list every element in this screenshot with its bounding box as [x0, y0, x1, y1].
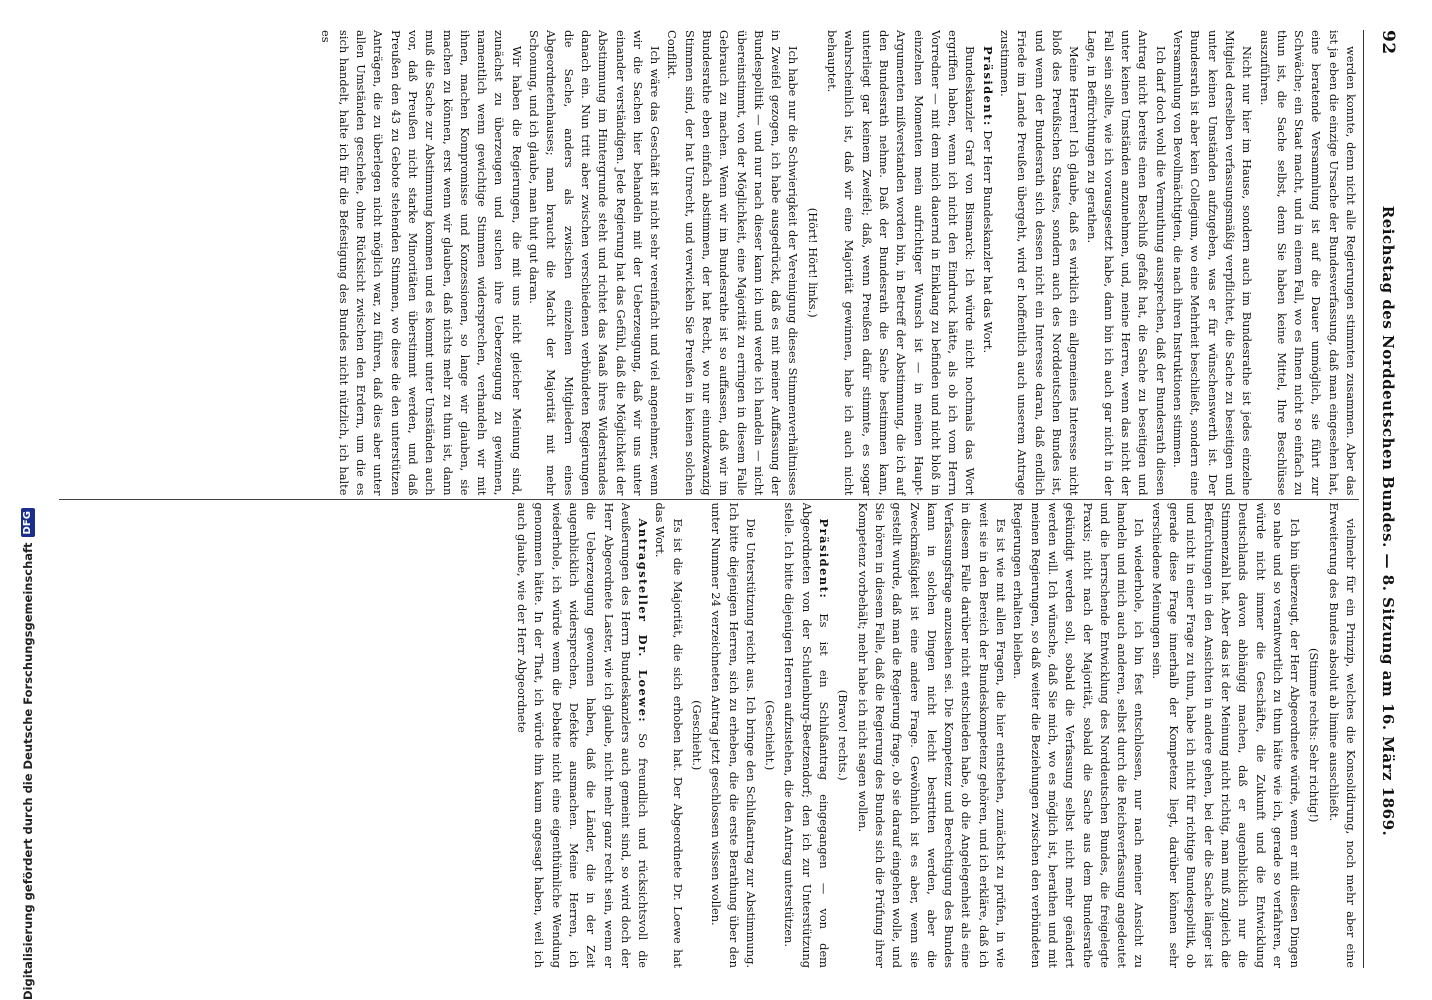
paragraph: Wir haben die Regierungen, die mit uns nicht gleicher Meinung sind, zunächst zu überzeugen und suchen ihre Ueberzeugung zu gewinnen, namentlich wenn gewichtige Stimmen widersprechen, verhandeln wir mit ihnen, machen Kompromisse und Konzessionen, so lange wir glauben, sie machen zu können, erst wenn wir glauben, daß nichts mehr zu thun ist, dann muß die Sache zur Abstimmung kommen und es kommt unter Umständen auch vor, daß Preußen nicht starke Minoritäten überstimmt werden, und daß Preußen den 43 zu Gebote stehenden Stimmen, wo diese die den unterstützen Anträgen, die zu überlegen nicht möglich war, zu führen, daß dies aber unter allen Umständen geschehe, ohne Rücksicht zwischen den Erdern, um die es sich handelt, halte ich für die Befestigung des Bundes nicht nützlich, ich halte es: [319, 30, 524, 496]
right-column: [59, 503, 1359, 969]
column-divider: [59, 499, 1359, 500]
running-head: [1363, 30, 1398, 968]
speaker-name: Präsident:: [817, 518, 832, 600]
paragraph: werden konnte, denn nicht alle Regierungen stimmten zusammen. Aber das ist ja eben die einzige Ursache der Bundesverfassung, daß man eingesehen hat, eine beratende Versammlung ist auf die Dauer unmöglich, sie führt zur Schwäche; ein Staat macht, und in einem Fall, wo es Ihnen nicht so einfach zu thun ist, die Sache selbst, denn Sie haben keine Mittel, Ihre Beschlüsse auszuführen.: [1257, 30, 1358, 496]
dfg-logo: DFG: [21, 508, 35, 537]
stage-direction: (Stimme rechts: Sehr richtig!): [1307, 648, 1322, 823]
paragraph: Ich darf doch wohl die Vermuthung aussprechen, daß der Bundesrath diesen Antrag nicht bereits einen Beschluß gefaßt hat, die Sache zu beseitigen und unter keinen Umständen anzunehmen, und, meine Herren, wenn das nicht der Fall sein sollte, wie ich vorausgesetzt habe, dann bin ich auch gar nicht in der Lage, in Befürchtungen zu gerathen.: [1084, 30, 1168, 496]
paragraph: Meine Herren! Ich glaube, daß es wirklich ein allgemeines Interesse nicht bloß des Preußischen Staates, sondern auch des Norddeutschen Bundes ist, und wenn der Bundesrath sich dessen nicht ein Interesse daran, daß endlich Friede im Lande Preußen übergeht, wird er hoffentlich auch unserem Antrage zustimmen.: [998, 30, 1082, 496]
paragraph: Ich bin überzeugt, der Herr Abgeordnete würde, wenn er mit diesen Dingen so nahe und so verantwortlich zu thun hätte wie ich, gerade so verfahren, er würde nicht immer die Geschäfte, die Zukunft und die Entwicklung Deutschlands davon abhängig machen, daß er augenblicklich nur die Stimmenzahl hat. Aber das ist der Meinung nicht richtig, man muß zugleich die Befürchtungen in den Ansichten in andere gehen, bei der die Sache länger ist und nicht in einer Frage zu thun, habe ich nicht für richtige Bundespolitik, ob gerade diese Frage innerhalb der Kompetenz liegt, darüber können sehr verschiedene Meinungen sein.: [1149, 502, 1303, 968]
paragraph: Bundeskanzler Graf von Bismarck: Ich würde nicht nochmals das Wort ergriffen haben, wenn ich nicht den Eindruck hätte, als ob ich vom Herrn Vorredner — mit dem mich dauernd in Einklang zu befinden und nicht bloß in einzelnen Momenten mein aufrichtiger Wunsch ist — in meinen Haupt-Argumenten mißverstanden worden bin, in Betreff der Abstimmung, die ich auf den Bundesrath nehme. Daß der Bundesrath die Sache bestimmen kann, unterliegt gar keinem Zweifel; daß, wenn Preußen dafür stimmte, es sogar wahrscheinlich ist, daß wir eine Majorität gewinnen, habe ich auch nicht behauptet.: [825, 30, 978, 496]
credit-text: Digitalisierung gefördert durch die Deutsche Forschungsgemeinschaft: [21, 542, 35, 1000]
paragraph: Es ist wie mit allen Fragen, die hier entstehen, zunächst zu prüfen, in wie weit sie in den Bereich der Bundeskompetenz gehören, und ich erkläre, daß ich in diesem Falle darüber nicht entschieden habe, ob die Angelegenheit als eine Verfassungsfrage anzusehen sei. Die Kompetenz und Berechtigung des Bundes kann in solchen Dingen nicht leicht bestritten werden, aber die Zweckmäßigkeit ist eine andere Frage. Gewöhnlich ist es aber, wenn sie gestellt wurde, daß man die Regierung frage, ob sie darauf eingehen wolle, und Sie hören in diesem Falle, daß die Regierung des Bundes sich die Prüfung ihrer Kompetenz vorbehält; mehr habe ich nicht sagen wollen.: [855, 502, 1009, 968]
speaker-paragraph: [780, 503, 832, 969]
paragraph: Ich wäre das Geschäft ist nicht sehr vereinfacht und viel angenehmer, wenn wir die Sachen hier behandeln mit der Ueberzeugung, daß wir uns unter einander verständigen. Jede Regierung hat das Gefühl, daß die Möglichkeit der Abstimmung im Hintergrunde steht und richtet das Maaß ihres Widerstandes danach ein. Nun tritt aber zwischen verschiedenen verbündeten Regierungen die Sache, anders als zwischen einzelnen Mitgliedern eines Abgeordnetenhauses; man braucht die Macht der Majorität mit mehr Schonung, und ich glaube, man thut gut daran.: [527, 30, 663, 496]
speaker-paragraph: [978, 30, 995, 496]
speaker-name: Präsident:: [980, 46, 995, 127]
page-number: 92: [1378, 30, 1398, 55]
paragraph: Es ist die Majorität, die sich erhoben hat. Der Abgeordnete Dr. Loewe hat das Wort.: [653, 502, 685, 968]
speaker-paragraph: [513, 503, 651, 969]
stage-direction: (Geschieht.): [690, 700, 705, 771]
stage-direction: (Bravo! rechts.): [836, 689, 851, 781]
stage-direction: (Hört! Hört! links.): [805, 207, 820, 318]
left-column: [59, 30, 1359, 496]
paragraph: Nicht nur hier im Hause, sondern auch im Bundesrathe ist jedes einzelne Mitglied derselben verfassungsmäßig verpflichtet, die Sache zu beseitigen und unter keinen Umständen aufzugeben, was er für wünschenswerth ist. Der Bundesrath ist aber kein Collegium, wo eine Mehrheit beschließt, sondern eine Versammlung von Bevollmächtigten, die nach ihren Instruktionen stimmen.: [1171, 30, 1255, 496]
digitization-credit: [18, 511, 38, 1000]
speech-text: Es ist ein Schlußantrag eingegangen — von dem Abgeordneten von der Schulenburg-Beetzendorf; den ich zur Unterstützung stelle. Ich bitte diejenigen Herren aufzustehen, die den Antrag unterstützen.: [782, 502, 832, 968]
text-columns: [59, 30, 1359, 968]
stage-direction: (Geschieht.): [763, 700, 778, 771]
paragraph: Ich habe nur die Schwierigkeit der Vereinigung dieses Stimmenverhältnisses in Zweifel gezogen, ich habe ausgedrückt, daß es mit meiner Auffassung der Bundespolitik — und nur nach dieser kann ich und werde ich handeln — nicht übereinstimmt, von der Möglichkeit, eine Majorität zu erringen in diesem Falle Gebrauch zu machen. Wenn wir im Bundesrathe ist so auffassen, daß wir im Bundesrathe eben einfach abstimmen, der hat Recht, wo nur einundzwanzig Stimmen sind, der hat Unrecht, und verwickeln Sie Preußen in keinen solchen Conflikt.: [665, 30, 801, 496]
scanned-page: [58, 26, 1398, 972]
running-title: Reichstag des Norddeutschen Bundes. — 8. Sitzung am 16. März 1869.: [1379, 205, 1397, 837]
paragraph: Ich wiederhole, ich bin fest entschlossen, nur nach meiner Ansicht zu handeln und mich auch anderen, selbst durch die Reichsverfassung angedeutet und die herrschende Entwicklung des Norddeutschen Bundes, die freigelegte Praxis; nicht nach der Majorität, sobald die Sache aus dem Bundesrathe gekündigt werden soll, sobald die Verfassung selbst nicht mehr geändert werden will. Ich wünsche, daß Sie mich, wo es möglich ist, berathen und mit meinen Regierungen, so daß weiter die Beziehungen zwischen den verbündeten Regierungen erhalten bleiben.: [1011, 502, 1147, 968]
speaker-name: Antragsteller Dr. Loewe:: [636, 518, 651, 724]
paragraph: Die Unterstützung reicht aus. Ich bringe den Schlußantrag zur Abstimmung. Ich bitte diejenigen Herren, sich zu erheben, die die erste Berathung über den unter Nummer 24 verzeichneten Antrag jetzt geschlossen wissen wollen.: [709, 502, 758, 968]
speech-text: Der Herr Bundeskanzler hat das Wort.: [980, 126, 995, 354]
paragraph: vielmehr für ein Prinzip, welches die Konsolidirung, noch mehr aber eine Erweiterung des Bundes absolut ab limine ausschließt.: [1326, 502, 1358, 968]
speech-text: So freundlich und rücksichtsvoll die Aeußerungen des Herrn Bundeskanzlers auch gemeint sind, so wird doch der Herr Abgeordnete Laster, wie ich glaube, nicht mehr ganz recht sein, wenn er die Ueberzeugung gewonnen haben, daß die Länder, die in der Zeit augenblicklich widersprechen, Defekte ausmachen. Meine Herren, ich wiederhole, ich würde wenn die Debatte nicht eine eigenthümliche Wendung genommen hätte. In der That, ich würde ihm kaum angesagt haben, weil ich auch glaube, wie der Herr Abgeordnete: [515, 502, 651, 968]
